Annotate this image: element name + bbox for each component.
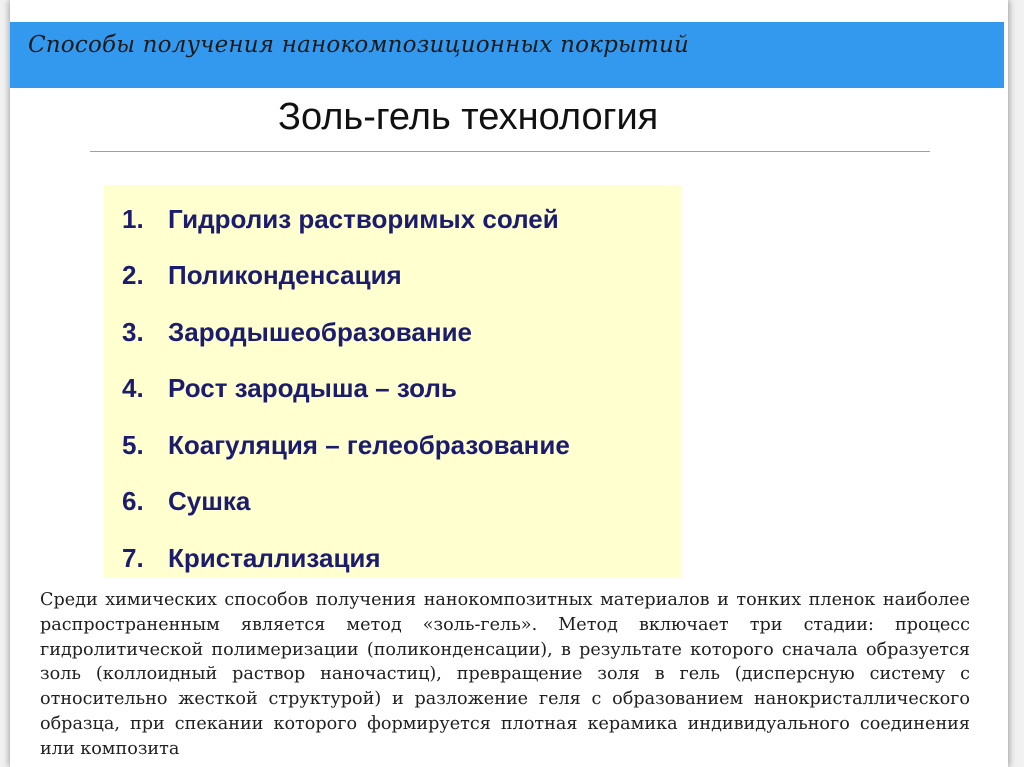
step-label: Гидролиз растворимых солей [168, 203, 559, 234]
title-divider [90, 151, 930, 152]
step-number: 6. [122, 486, 144, 517]
step-label: Коагуляция – гелеобразование [168, 429, 570, 460]
steps-list [122, 191, 570, 587]
slide-title: Золь-гель технология [278, 96, 659, 138]
step-item [122, 474, 570, 531]
step-number: 5. [122, 429, 144, 460]
step-number: 3. [122, 316, 144, 347]
step-item [122, 191, 570, 248]
step-label: Сушка [168, 486, 251, 517]
step-number: 7. [122, 542, 144, 573]
step-item [122, 361, 570, 418]
step-label: Зародышеобразование [168, 316, 473, 347]
step-item [122, 530, 570, 587]
step-label: Кристаллизация [168, 542, 381, 573]
description-paragraph: Среди химических способов получения нанокомпозитных материалов и тонких пленок наиболее распространенным является метод «золь-гель». Метод включает три стадии: процесс гидролитической полимеризации (поликонденсации), в результате которого сначала образуется золь (коллоидный раствор наночастиц), превращение золя в гель (дисперсную систему с относительно жесткой структурой) и разложение геля с образованием нанокристаллического образца, при спекании которого формируется плотная керамика индивидуального соединения или композита [40, 590, 970, 759]
step-label: Поликонденсация [168, 260, 402, 291]
header-title: Способы получения нанокомпозиционных покрытий [28, 32, 689, 58]
steps-box [104, 185, 682, 578]
header-band [10, 22, 1004, 88]
step-number: 4. [122, 373, 144, 404]
step-number: 1. [122, 203, 144, 234]
step-label: Рост зародыша – золь [168, 373, 457, 404]
step-item [122, 248, 570, 305]
step-item [122, 417, 570, 474]
slide [10, 0, 1008, 767]
step-item [122, 304, 570, 361]
step-number: 2. [122, 260, 144, 291]
